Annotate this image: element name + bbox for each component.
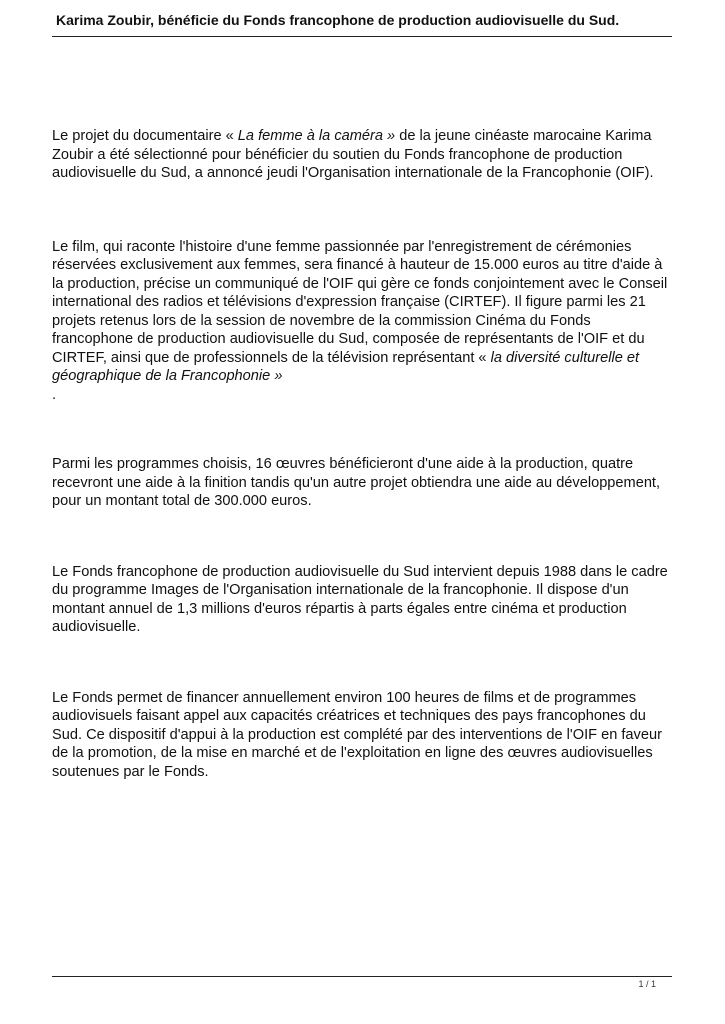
article-title: Karima Zoubir, bénéficie du Fonds francophone de production audiovisuelle du Sud. [56, 12, 620, 28]
film-title-quote: La femme à la caméra » [233, 128, 400, 144]
paragraph-5: Le Fonds permet de financer annuellement environ 100 heures de films et de programmes audiovisuels faisant appel aux capacités créatrices et techniques des pays francophones du Sud. Ce dispositif d'appui à la production est complété par des interventions de l'OIF en faveur de la promotion, de la mise en marché et de l'exploitation en ligne des œuvres audiovisuelles soutenues par le Fonds. [52, 689, 662, 780]
paragraph-4: Le Fonds francophone de production audiovisuelle du Sud intervient depuis 1988 dans le cadre du programme Images de l'Organisation internationale de la francophonie. Il dispose d'un montant annuel de 1,3 millions d'euros répartis à parts égales entre cinéma et production audiovisuelle. [52, 563, 668, 635]
paragraph-2-text: Le film, qui raconte l'histoire d'une femme passionnée par l'enregistrement de cérémonies réservées exclusivement aux femmes, sera financé à hauteur de 15.000 euros au titre d'aide à la production, précise un communiqué de l'OIF qui gère ce fonds conjointement avec le Conseil international des radios et télévisions d'expression française (CIRTEF). Il figure parmi les 21 projets retenus lors de la session de novembre de la commission Cinéma du Fonds francophone de production audiovisuelle du Sud, composée de représentants de l'OIF et du CIRTEF, ainsi que de professionnels de la télévision représentant « [52, 238, 668, 366]
paragraph-1-intro: Le projet du documentaire « [52, 128, 234, 144]
page-header [52, 10, 672, 37]
diversity-quote: la diversité culturelle et géographique de la Francophonie » [52, 349, 640, 384]
paragraph-2-trailing-dot: . [52, 386, 57, 403]
page-footer [52, 976, 672, 989]
paragraph-3: Parmi les programmes choisis, 16 œuvres bénéficieront d'une aide à la production, quatre recevront une aide à la finition tandis qu'un autre projet obtiendra une aide au développement, pour un montant total de 300.000 euros. [52, 456, 661, 509]
paragraph-1-rest: de la jeune cinéaste marocaine Karima Zoubir a été sélectionné pour bénéficier du soutien du Fonds francophone de production audiovisuelle du Sud, a annoncé jeudi l'Organisation internationale de la Francophonie (OIF). [52, 128, 654, 181]
paragraph-2 [52, 238, 672, 386]
paragraph-1 [52, 127, 672, 183]
article-body [52, 127, 672, 781]
page-number: 1 / 1 [638, 979, 656, 989]
